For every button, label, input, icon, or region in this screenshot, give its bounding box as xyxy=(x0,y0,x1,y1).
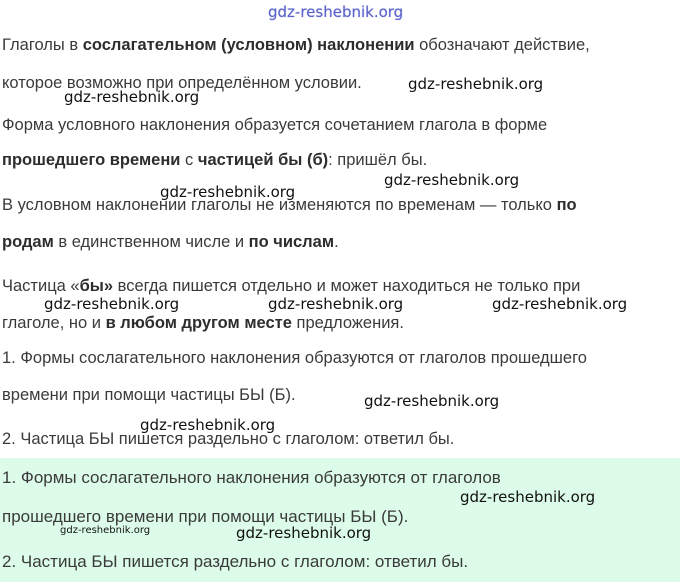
text: . xyxy=(334,233,339,251)
p4-line2 xyxy=(2,313,404,333)
watermark: gdz-reshebnik.org xyxy=(160,183,296,201)
bold-term: бы» xyxy=(79,277,114,295)
text: В условном наклонении глаголы не изменяются по временам — только xyxy=(2,196,557,214)
text: : пришёл бы. xyxy=(328,151,428,169)
bold-term: родам xyxy=(2,233,54,251)
p2-line1: Форма условного наклонения образуется сочетанием глагола в форме xyxy=(2,116,548,134)
answer-2: 2. Частица БЫ пишется раздельно с глаголом: ответил бы. xyxy=(2,552,469,571)
watermark: gdz-reshebnik.org xyxy=(236,524,372,542)
answer-1-line1: 1. Формы сослагательного наклонения образуются от глаголов xyxy=(2,468,501,487)
text: глаголе, но и xyxy=(2,314,106,332)
answer-1-line2: прошедшего времени при помощи частицы БЫ (Б). xyxy=(2,507,409,526)
p1-line1 xyxy=(2,35,590,55)
watermark: gdz-reshebnik.org xyxy=(492,295,628,313)
rule-2: 2. Частица БЫ пишется раздельно с глаголом: ответил бы. xyxy=(2,430,455,448)
p4-line1 xyxy=(2,276,580,296)
watermark: gdz-reshebnik.org xyxy=(268,295,404,313)
header-watermark: gdz-reshebnik.org xyxy=(268,3,404,21)
text: с xyxy=(180,151,198,169)
answer-box xyxy=(0,458,680,582)
text: предложения. xyxy=(291,314,404,332)
bold-term: по числам xyxy=(248,233,335,251)
text: всегда пишется отдельно и может находиться не только при xyxy=(113,277,581,295)
p3-line2 xyxy=(2,232,339,252)
watermark: gdz-reshebnik.org xyxy=(140,416,276,434)
watermark: gdz-reshebnik.org xyxy=(44,295,180,313)
rule-1-line2: времени при помощи частицы БЫ (Б). xyxy=(2,386,296,404)
watermark: gdz-reshebnik.org xyxy=(460,488,596,506)
bold-term: частицей бы (б) xyxy=(197,151,329,169)
bold-term: прошедшего времени xyxy=(2,151,181,169)
bold-term: сослагательном (условном) наклонении xyxy=(82,36,415,54)
text: обозначают действие, xyxy=(414,36,590,54)
watermark: gdz-reshebnik.org xyxy=(408,75,544,93)
watermark: gdz-reshebnik.org xyxy=(64,88,200,106)
p2-line2 xyxy=(2,150,427,170)
watermark: gdz-reshebnik.org xyxy=(384,171,520,189)
p1-line2: которое возможно при определённом условии. xyxy=(2,74,362,92)
watermark: gdz-reshebnik.org xyxy=(364,392,500,410)
bold-term: в любом другом месте xyxy=(105,314,292,332)
bold-term: по xyxy=(556,196,577,214)
watermark-small: gdz-reshebnik.org xyxy=(60,525,151,536)
text: Частица « xyxy=(2,277,80,295)
rule-1-line1: 1. Формы сослагательного наклонения образуются от глаголов прошедшего xyxy=(2,349,587,367)
text: в единственном числе и xyxy=(53,233,249,251)
text: Глаголы в xyxy=(2,36,83,54)
